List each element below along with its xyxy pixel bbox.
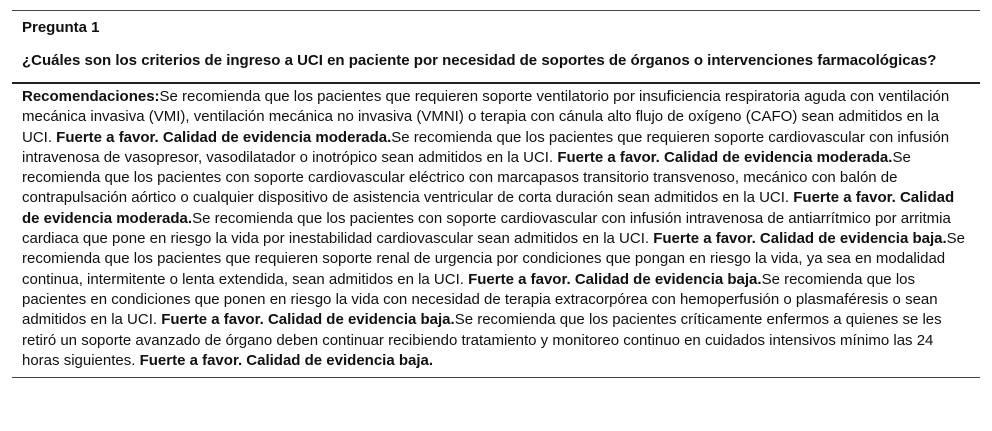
question-number: Pregunta 1 [22,19,100,36]
recommendation-text: Se recomienda que los pacientes que requieren soporte ventilatorio por insuficiencia respiratoria aguda con ventilación mecánica invasiva (VMI), ventilación mecánica no invasiva (VMNI) o terapia con cánula alto flujo de oxígeno (CAFO) sean admitidos en la UCI. [22,88,950,146]
recommendations-cell [12,84,980,375]
evidence-grade: Fuerte a favor. Calidad de evidencia baja. [161,311,455,329]
recommendation-text: Se recomienda que los pacientes en condiciones que ponen en riesgo la vida con necesidad de terapia extracorpórea con hemoperfusión o plasmaféresis o sean admitidos en la UCI. [22,270,938,329]
evidence-grade: Fuerte a favor. Calidad de evidencia moderada. [557,148,893,166]
recommendation-text: Se recomienda que los pacientes con soporte cardiovascular con infusión intravenosa de antiarrítmico por arritmia cardiaca que pone en riesgo la vida por inestabilidad cardiovascular sean admitidos en la UCI. [22,209,951,248]
evidence-grade: Fuerte a favor. Calidad de evidencia baja. [139,351,434,369]
recommendation-text: Se recomienda que los pacientes con soporte cardiovascular eléctrico con marcapasos transitorio transvenoso, mecánico con balón de contrapulsación aórtico o cualquier dispositivo de asistencia ventricular de corta duración sean admitidos en la UCI. [22,148,911,207]
evidence-grade: Fuerte a favor. Calidad de evidencia baja. [653,230,947,248]
evidence-grade: Fuerte a favor. Calidad de evidencia baja. [468,270,762,288]
question-text: ¿Cuáles son los criterios de ingreso a UCI en paciente por necesidad de soportes de órganos o intervenciones farmacológicas? [22,52,937,69]
recommendation-text: Se recomienda que los pacientes que requieren soporte cardiovascular con infusión intravenosa de vasopresor, vasodilatador o inotrópico sean admitidos en la UCI. [22,128,950,166]
recommendations-label: Recomendaciones: [22,88,160,105]
table-bottom-rule [12,377,980,378]
recommendation-table [12,10,980,378]
table-header [12,11,980,76]
recommendation-text: Se recomienda que los pacientes que requieren soporte renal de urgencia por condiciones que pongan en riesgo la vida, ya sea en modalidad continua, intermitente o lenta extendida, sean admitidos en la UCI. [22,230,966,288]
evidence-grade: Fuerte a favor. Calidad de evidencia moderada. [56,128,392,146]
evidence-grade: Fuerte a favor. Calidad de evidencia moderada. [22,189,955,227]
recommendation-text: Se recomienda que los pacientes críticamente enfermos a quienes se les retiró un soporte avanzado de órgano deben continuar recibiendo tratamiento y monitoreo continuo en cuidados intensivos mínimo las 24 horas siguientes. [22,311,955,369]
